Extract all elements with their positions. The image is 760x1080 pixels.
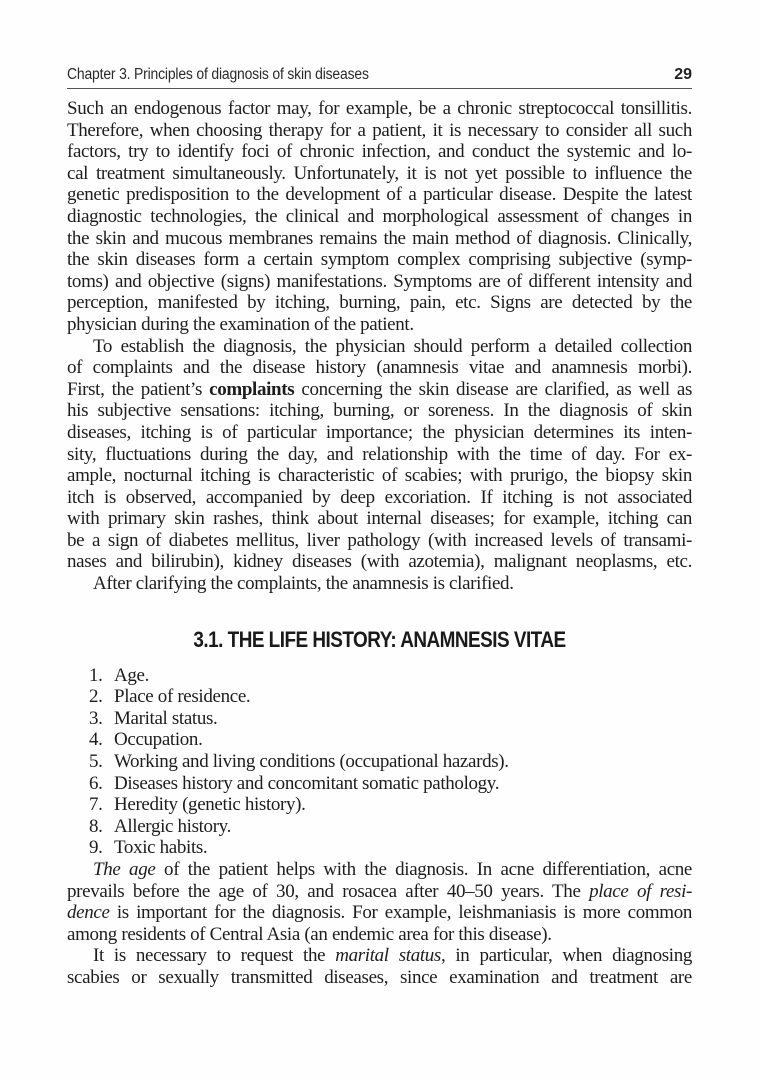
paragraph-anamnesis-clarified <box>67 573 692 595</box>
text-line: diseases, itching is of particular importance; the physician determines its inten- <box>67 421 692 443</box>
text-line: diagnostic technologies, the clinical and morphological assessment of changes in <box>67 205 692 227</box>
paragraph-marital-status <box>67 945 692 988</box>
text-line: his subjective sensations: itching, burning, or soreness. In the diagnosis of skin <box>67 400 692 422</box>
list-number: 4. <box>89 729 103 751</box>
text-line: ample, nocturnal itching is characteristic of scabies; with prurigo, the biopsy skin <box>67 465 692 487</box>
text-line: Therefore, when choosing therapy for a patient, it is necessary to consider all such <box>67 119 692 141</box>
running-title: Chapter 3. Principles of diagnosis of skin diseases <box>67 66 369 83</box>
body-text <box>67 98 692 989</box>
text-line: physician during the examination of the patient. <box>67 313 414 335</box>
text-line: cal treatment simultaneously. Unfortunately, it is not yet possible to influence the <box>67 162 692 184</box>
list-item <box>67 686 692 708</box>
text-line: be a sign of diabetes mellitus, liver pathology (with increased levels of transami- <box>67 529 692 551</box>
italic-term-place-of-residence: place of resi- <box>589 880 692 902</box>
text-run: , in particular, when diagnosing <box>440 945 692 967</box>
text-line <box>67 859 692 881</box>
text-line: factors, try to identify foci of chronic infection, and conduct the systemic and lo- <box>67 141 692 163</box>
text-line: the skin and mucous membranes remains the main method of diagnosis. Clinically, <box>67 227 692 249</box>
text-line: the skin diseases form a certain symptom complex comprising subjective (symp- <box>67 249 692 271</box>
list-text: Allergic history. <box>114 815 232 837</box>
list-number: 3. <box>89 707 103 729</box>
list-item <box>67 816 692 838</box>
list-item <box>67 751 692 773</box>
text-line: nases and bilirubin), kidney diseases (with azotemia), malignant neoplasms, etc. <box>67 551 692 573</box>
list-number: 6. <box>89 772 103 794</box>
bold-term-complaints: complaints <box>209 378 295 400</box>
text-line: with primary skin rashes, think about internal diseases; for example, itching can <box>67 508 692 530</box>
list-text: Working and living conditions (occupational hazards). <box>114 751 509 773</box>
text-line: toms) and objective (signs) manifestations. Symptoms are of different intensity and <box>67 270 692 292</box>
running-head <box>67 64 630 88</box>
list-number: 2. <box>89 686 103 708</box>
list-item <box>67 708 692 730</box>
anamnesis-list <box>67 665 692 859</box>
list-item <box>67 837 692 859</box>
list-number: 5. <box>89 751 103 773</box>
list-item <box>67 773 692 795</box>
list-number: 7. <box>89 794 103 816</box>
text-line: itch is observed, accompanied by deep excoriation. If itching is not associated <box>67 486 692 508</box>
list-number: 1. <box>89 664 103 686</box>
list-number: 9. <box>89 837 103 859</box>
list-text: Diseases history and concomitant somatic pathology. <box>114 772 500 794</box>
list-item <box>67 729 692 751</box>
list-number: 8. <box>89 815 103 837</box>
list-text: Age. <box>114 664 150 686</box>
paragraph-endogenous-factor <box>67 98 692 336</box>
text-line <box>67 379 692 401</box>
text-run: of the patient helps with the diagnosis. In acne differentiation, acne <box>155 859 693 880</box>
text-line: scabies or sexually transmitted diseases, since examination and treatment are <box>67 966 692 988</box>
italic-term-age: The age <box>93 859 156 880</box>
italic-term-marital-status: marital status <box>335 945 441 967</box>
list-item <box>67 794 692 816</box>
header-rule <box>67 88 692 89</box>
section-heading: 3.1. THE LIFE HISTORY: ANAMNESIS VITAE <box>193 626 566 652</box>
text-line <box>67 945 692 967</box>
italic-term-place-of-residence-cont: dence <box>67 902 110 924</box>
text-line <box>67 881 692 903</box>
list-text: Toxic habits. <box>114 837 208 859</box>
text-run: First, the patient’s <box>67 378 210 400</box>
text-run: is important for the diagnosis. For example, leishmaniasis is more common <box>109 902 692 924</box>
text-run: concerning the skin disease are clarified, as well as <box>294 378 693 400</box>
text-line: sity, fluctuations during the day, and relationship with the time of day. For ex- <box>67 443 692 465</box>
text-line: To establish the diagnosis, the physician should perform a detailed collection <box>93 335 692 357</box>
paragraph-complaints <box>67 336 692 574</box>
text-line: Such an endogenous factor may, for example, be a chronic streptococcal tonsillitis. <box>67 98 692 119</box>
list-text: Occupation. <box>114 729 203 751</box>
list-text: Heredity (genetic history). <box>114 794 306 816</box>
text-line: perception, manifested by itching, burning, pain, etc. Signs are detected by the <box>67 292 692 314</box>
text-run: prevails before the age of 30, and rosacea after 40–50 years. The <box>67 880 590 902</box>
text-line: genetic predisposition to the development of a particular disease. Despite the latest <box>67 184 692 206</box>
text-line: among residents of Central Asia (an endemic area for this disease). <box>67 923 552 945</box>
text-run: It is necessary to request the <box>93 945 336 967</box>
text-line: of complaints and the disease history (anamnesis vitae and anamnesis morbi). <box>67 357 692 379</box>
list-item <box>67 665 692 687</box>
paragraph-age-residence <box>67 859 692 945</box>
page-number: 29 <box>674 66 692 83</box>
list-text: Place of residence. <box>114 686 251 708</box>
text-line: After clarifying the complaints, the anamnesis is clarified. <box>93 573 514 595</box>
list-text: Marital status. <box>114 707 218 729</box>
text-line <box>67 902 692 924</box>
